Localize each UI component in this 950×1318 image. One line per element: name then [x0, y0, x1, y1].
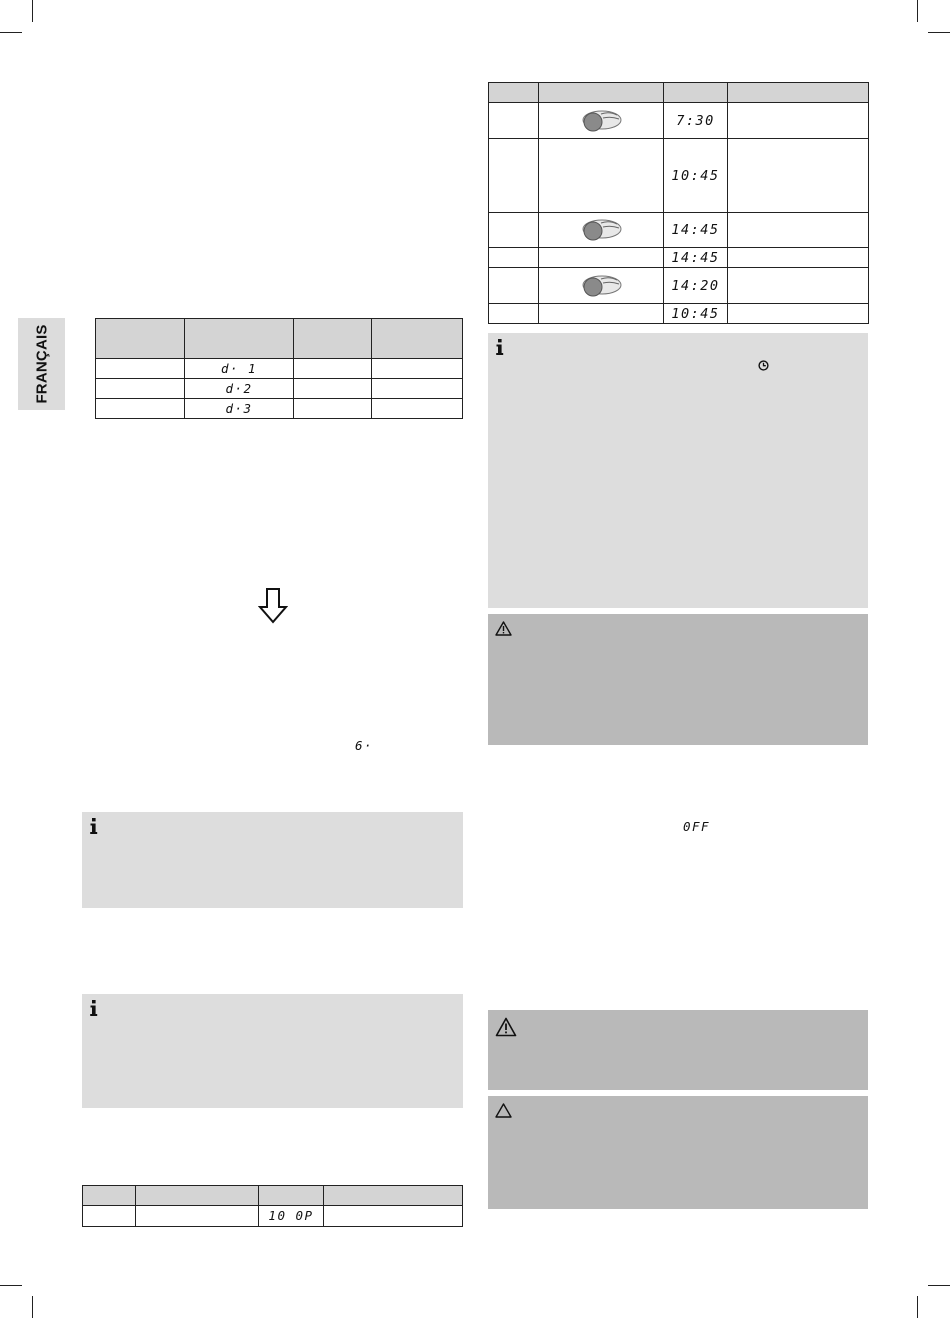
time-readout: 10:45 [671, 167, 720, 184]
table-header-cell [728, 83, 869, 103]
table-cell [136, 1206, 259, 1227]
table-cell [539, 268, 664, 304]
crop-mark [917, 1296, 918, 1318]
table-cell [324, 1206, 463, 1227]
table-cell [96, 359, 185, 379]
table-header-row [96, 319, 463, 359]
crop-mark [928, 1285, 950, 1286]
table-cell [664, 268, 728, 304]
table-header-cell [259, 1186, 324, 1206]
table-cell [489, 304, 539, 324]
warning-icon [495, 621, 512, 636]
table-cell [294, 399, 372, 419]
info-icon [89, 818, 98, 834]
table-cell [728, 304, 869, 324]
table-cell [489, 139, 539, 213]
table-cell [372, 379, 463, 399]
table-cell [489, 213, 539, 248]
table-cell [728, 268, 869, 304]
table-header-cell [136, 1186, 259, 1206]
table-cell [96, 379, 185, 399]
table-header-cell [96, 319, 185, 359]
table-cell [664, 103, 728, 139]
info-icon [89, 1000, 98, 1016]
table-cell [539, 304, 664, 324]
warning-box [488, 1010, 868, 1090]
table-cell [83, 1206, 136, 1227]
display-readout: d·2 [225, 380, 253, 396]
knob-press-icon [579, 108, 623, 134]
table-header-row [83, 1186, 463, 1206]
table-row [489, 103, 869, 139]
table-header-cell [372, 319, 463, 359]
crop-mark [0, 1285, 22, 1286]
crop-mark [917, 0, 918, 22]
table-cell [294, 379, 372, 399]
table-cell [728, 213, 869, 248]
table-cell [664, 304, 728, 324]
table-cell [539, 248, 664, 268]
warning-icon [495, 1017, 517, 1037]
table-cell [539, 103, 664, 139]
table-row [96, 399, 463, 419]
time-readout: 7:30 [676, 112, 715, 129]
table-cell [489, 268, 539, 304]
table-cell [259, 1206, 324, 1227]
table-row [96, 359, 463, 379]
table-row [96, 379, 463, 399]
crop-mark [32, 0, 33, 22]
caution-icon [495, 1103, 512, 1118]
table-header-cell [294, 319, 372, 359]
stop-table [82, 1185, 463, 1227]
table-cell [489, 248, 539, 268]
display-readout: 10 0P [268, 1208, 314, 1223]
table-header-cell [185, 319, 294, 359]
display-readout: d· 1 [220, 360, 258, 376]
info-icon [495, 339, 504, 355]
table-cell [728, 139, 869, 213]
crop-mark [928, 32, 950, 33]
table-row [489, 304, 869, 324]
table-cell [185, 399, 294, 419]
table-row [489, 139, 869, 213]
display-readout: d·3 [225, 400, 253, 416]
time-readout: 14:45 [671, 249, 720, 266]
table-cell [185, 379, 294, 399]
table-header-row [489, 83, 869, 103]
table-cell [539, 213, 664, 248]
warning-box [488, 614, 868, 745]
table-header-cell [664, 83, 728, 103]
table-cell [728, 103, 869, 139]
time-readout: 14:20 [671, 277, 720, 294]
caution-box [488, 1096, 868, 1209]
info-box [82, 994, 463, 1108]
table-cell [185, 359, 294, 379]
table-cell [539, 139, 664, 213]
info-box [488, 333, 868, 608]
table-cell [728, 248, 869, 268]
table-cell [489, 103, 539, 139]
table-row [489, 213, 869, 248]
info-box [82, 812, 463, 908]
table-cell [664, 139, 728, 213]
table-header-cell [539, 83, 664, 103]
language-tab-label: FRANÇAIS [33, 324, 50, 404]
timer-table [488, 82, 869, 324]
crop-mark [0, 32, 22, 33]
table-cell [664, 213, 728, 248]
inline-display-readout: 0FF [683, 819, 711, 834]
table-cell [294, 359, 372, 379]
table-cell [372, 399, 463, 419]
knob-press-icon [579, 217, 623, 243]
table-row [489, 248, 869, 268]
table-row [83, 1206, 463, 1227]
time-readout: 14:45 [671, 222, 720, 238]
knob-press-icon [579, 273, 623, 299]
down-arrow-icon [258, 588, 288, 624]
crop-mark [32, 1296, 33, 1318]
table-header-cell [489, 83, 539, 103]
table-header-cell [324, 1186, 463, 1206]
table-header-cell [83, 1186, 136, 1206]
table-cell [664, 248, 728, 268]
language-tab [18, 318, 65, 410]
clock-icon [758, 360, 769, 371]
table-cell [372, 359, 463, 379]
table-cell [96, 399, 185, 419]
time-readout: 10:45 [671, 305, 720, 322]
table-row [489, 268, 869, 304]
inline-display-readout: 6· [355, 738, 374, 753]
program-table [95, 318, 463, 419]
